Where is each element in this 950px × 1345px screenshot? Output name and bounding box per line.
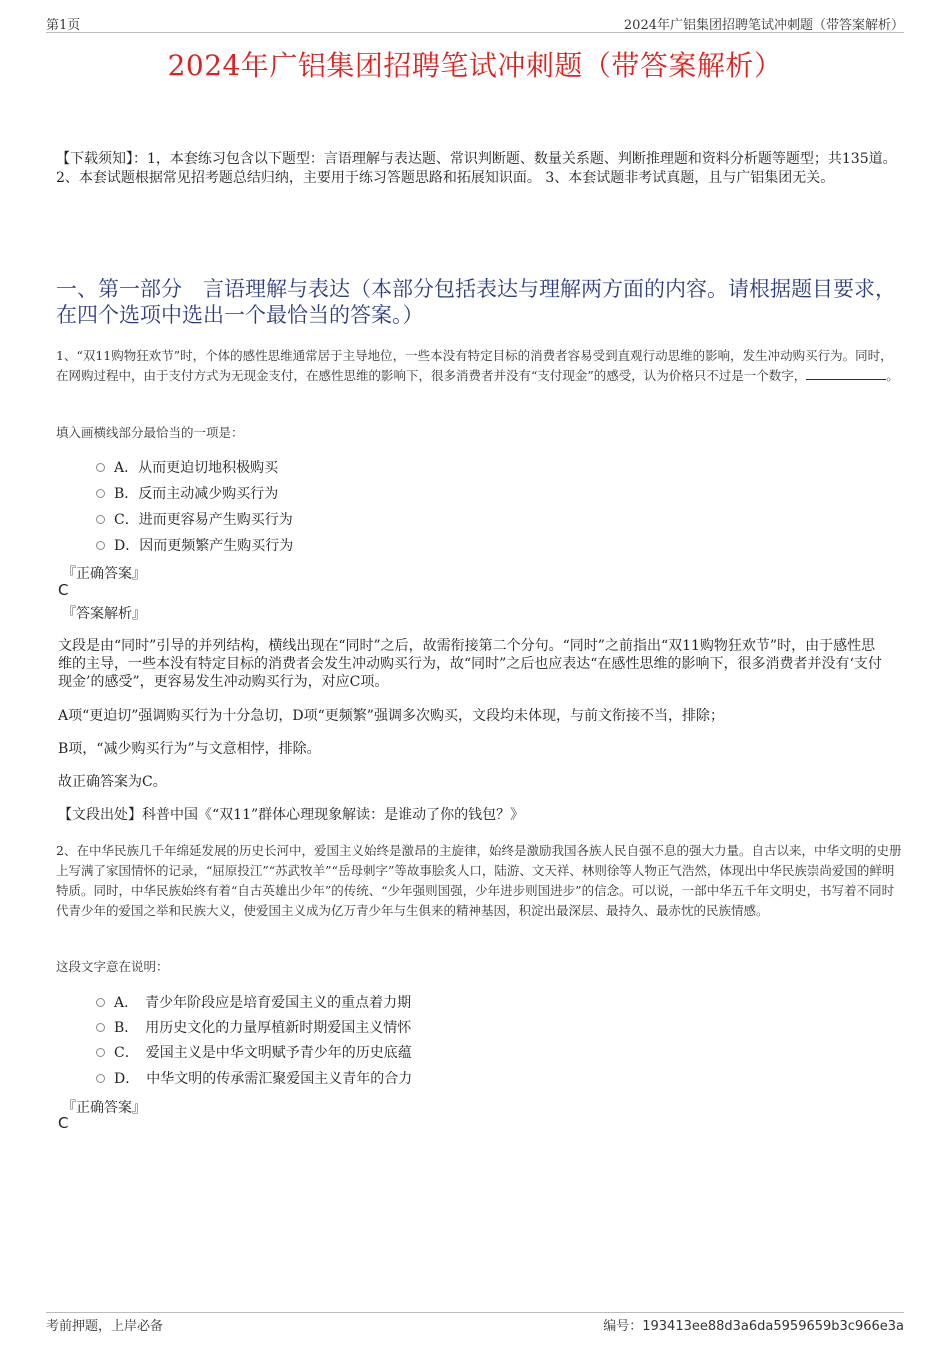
question-1-prompt: 填入画横线部分最恰当的一项是：	[56, 425, 244, 440]
analysis-conclusion: 故正确答案为C。	[58, 774, 167, 790]
radio-icon[interactable]	[96, 541, 105, 550]
question-2-option-c[interactable]: C． 爱国主义是中华文明赋予青少年的历史底蕴	[96, 1042, 412, 1062]
page-number: 第1页	[46, 18, 81, 33]
radio-icon[interactable]	[96, 1023, 105, 1032]
radio-icon[interactable]	[96, 1048, 105, 1057]
radio-icon[interactable]	[96, 1074, 105, 1083]
analysis-paragraph: B项，“减少购买行为”与文意相悖，排除。	[58, 741, 321, 757]
analysis-paragraph: 文段是由“同时”引导的并列结构，横线出现在“同时”之后，故需衔接第二个分句。“同时”之前指出“双11购物狂欢节”时，由于感性思维的主导，一些本没有特定目标的消费者会发生冲动购买行为，故“同时”之后也应表达“在感性思维的影响下，很多消费者并没有‘支付现金’的感受”，更容易发生冲动购买行为，对应C项。	[58, 638, 882, 690]
radio-icon[interactable]	[96, 998, 105, 1007]
document-code: 编号：193413ee88d3a6da5959659b3c966e3a	[603, 1319, 904, 1334]
radio-icon[interactable]	[96, 463, 105, 472]
question-1-option-d[interactable]: D．因而更频繁产生购买行为	[96, 535, 293, 555]
footer-slogan: 考前押题，上岸必备	[46, 1319, 164, 1334]
question-2-option-a[interactable]: A． 青少年阶段应是培育爱国主义的重点着力期	[96, 992, 411, 1012]
radio-icon[interactable]	[96, 515, 105, 524]
question-2-option-b[interactable]: B． 用历史文化的力量厚植新时期爱国主义情怀	[96, 1017, 411, 1037]
download-notice: 【下载须知】：1，本套练习包含以下题型：言语理解与表达题、常识判断题、数量关系题、判断推理题和资料分析题等题型；共135道。 2、本套试题根据常见招考题总结归纳，主要用于练习答题思路和拓展知识面。 3、本套试题非考试真题，且与广铝集团无关。	[56, 151, 897, 186]
question-2-answer: C	[58, 1114, 69, 1132]
question-2-prompt: 这段文字意在说明：	[56, 959, 169, 974]
question-2-option-d[interactable]: D． 中华文明的传承需汇聚爱国主义青年的合力	[96, 1068, 412, 1088]
question-1-option-a[interactable]: A．从而更迫切地积极购买	[96, 457, 278, 477]
question-2-answer-label: 『正确答案』	[62, 1100, 146, 1116]
header-doc-title: 2024年广铝集团招聘笔试冲刺题（带答案解析）	[623, 18, 904, 33]
question-1-answer-label: 『正确答案』	[62, 566, 146, 582]
question-1-option-b[interactable]: B．反而主动减少购买行为	[96, 483, 278, 503]
page-header	[46, 14, 904, 33]
analysis-source: 【文段出处】科普中国《“双11”群体心理现象解读：是谁动了你的钱包？》	[58, 807, 525, 823]
analysis-paragraph: A项“更迫切”强调购买行为十分急切，D项“更频繁”强调多次购买，文段均未体现，与前文衔接不当，排除；	[58, 708, 724, 724]
radio-icon[interactable]	[96, 489, 105, 498]
answer-blank	[806, 366, 886, 380]
question-1-answer: C	[58, 581, 69, 599]
question-1-stem: 1、“双11购物狂欢节”时，个体的感性思维通常居于主导地位，一些本没有特定目标的消费者容易受到直观行动思维的影响，发生冲动购买行为。同时，在网购过程中，由于支付方式为无现金支付，在感性思维的影响下，很多消费者并没有“支付现金”的感受，认为价格只不过是一个数字， 。	[56, 348, 899, 383]
section-heading: 一、第一部分 言语理解与表达（本部分包括表达与理解两方面的内容。请根据题目要求，在四个选项中选出一个最恰当的答案。）	[56, 277, 896, 327]
question-2-stem: 2、在中华民族几千年绵延发展的历史长河中，爱国主义始终是激昂的主旋律，始终是激励我国各族人民自强不息的强大力量。自古以来，中华文明的史册上写满了家国情怀的记录，“屈原投江”“苏武牧羊”“岳母刺字”等故事脍炙人口，陆游、文天祥、林则徐等人物正气浩然，体现出中华民族崇尚爱国的鲜明特质。同时，中华民族始终有着“自古英雄出少年”的传统、“少年强则国强，少年进步则国进步”的信念。可以说，一部中华五千年文明史，书写着不同时代青少年的爱国之举和民族大义，使爱国主义成为亿万青少年与生俱来的精神基因，积淀出最深层、最持久、最赤忱的民族情感。	[56, 843, 902, 918]
page-footer	[46, 1312, 904, 1333]
document-title: 2024年广铝集团招聘笔试冲刺题（带答案解析）	[167, 49, 783, 82]
question-1-option-c[interactable]: C．进而更容易产生购买行为	[96, 509, 293, 529]
question-1-analysis-label: 『答案解析』	[62, 606, 146, 622]
